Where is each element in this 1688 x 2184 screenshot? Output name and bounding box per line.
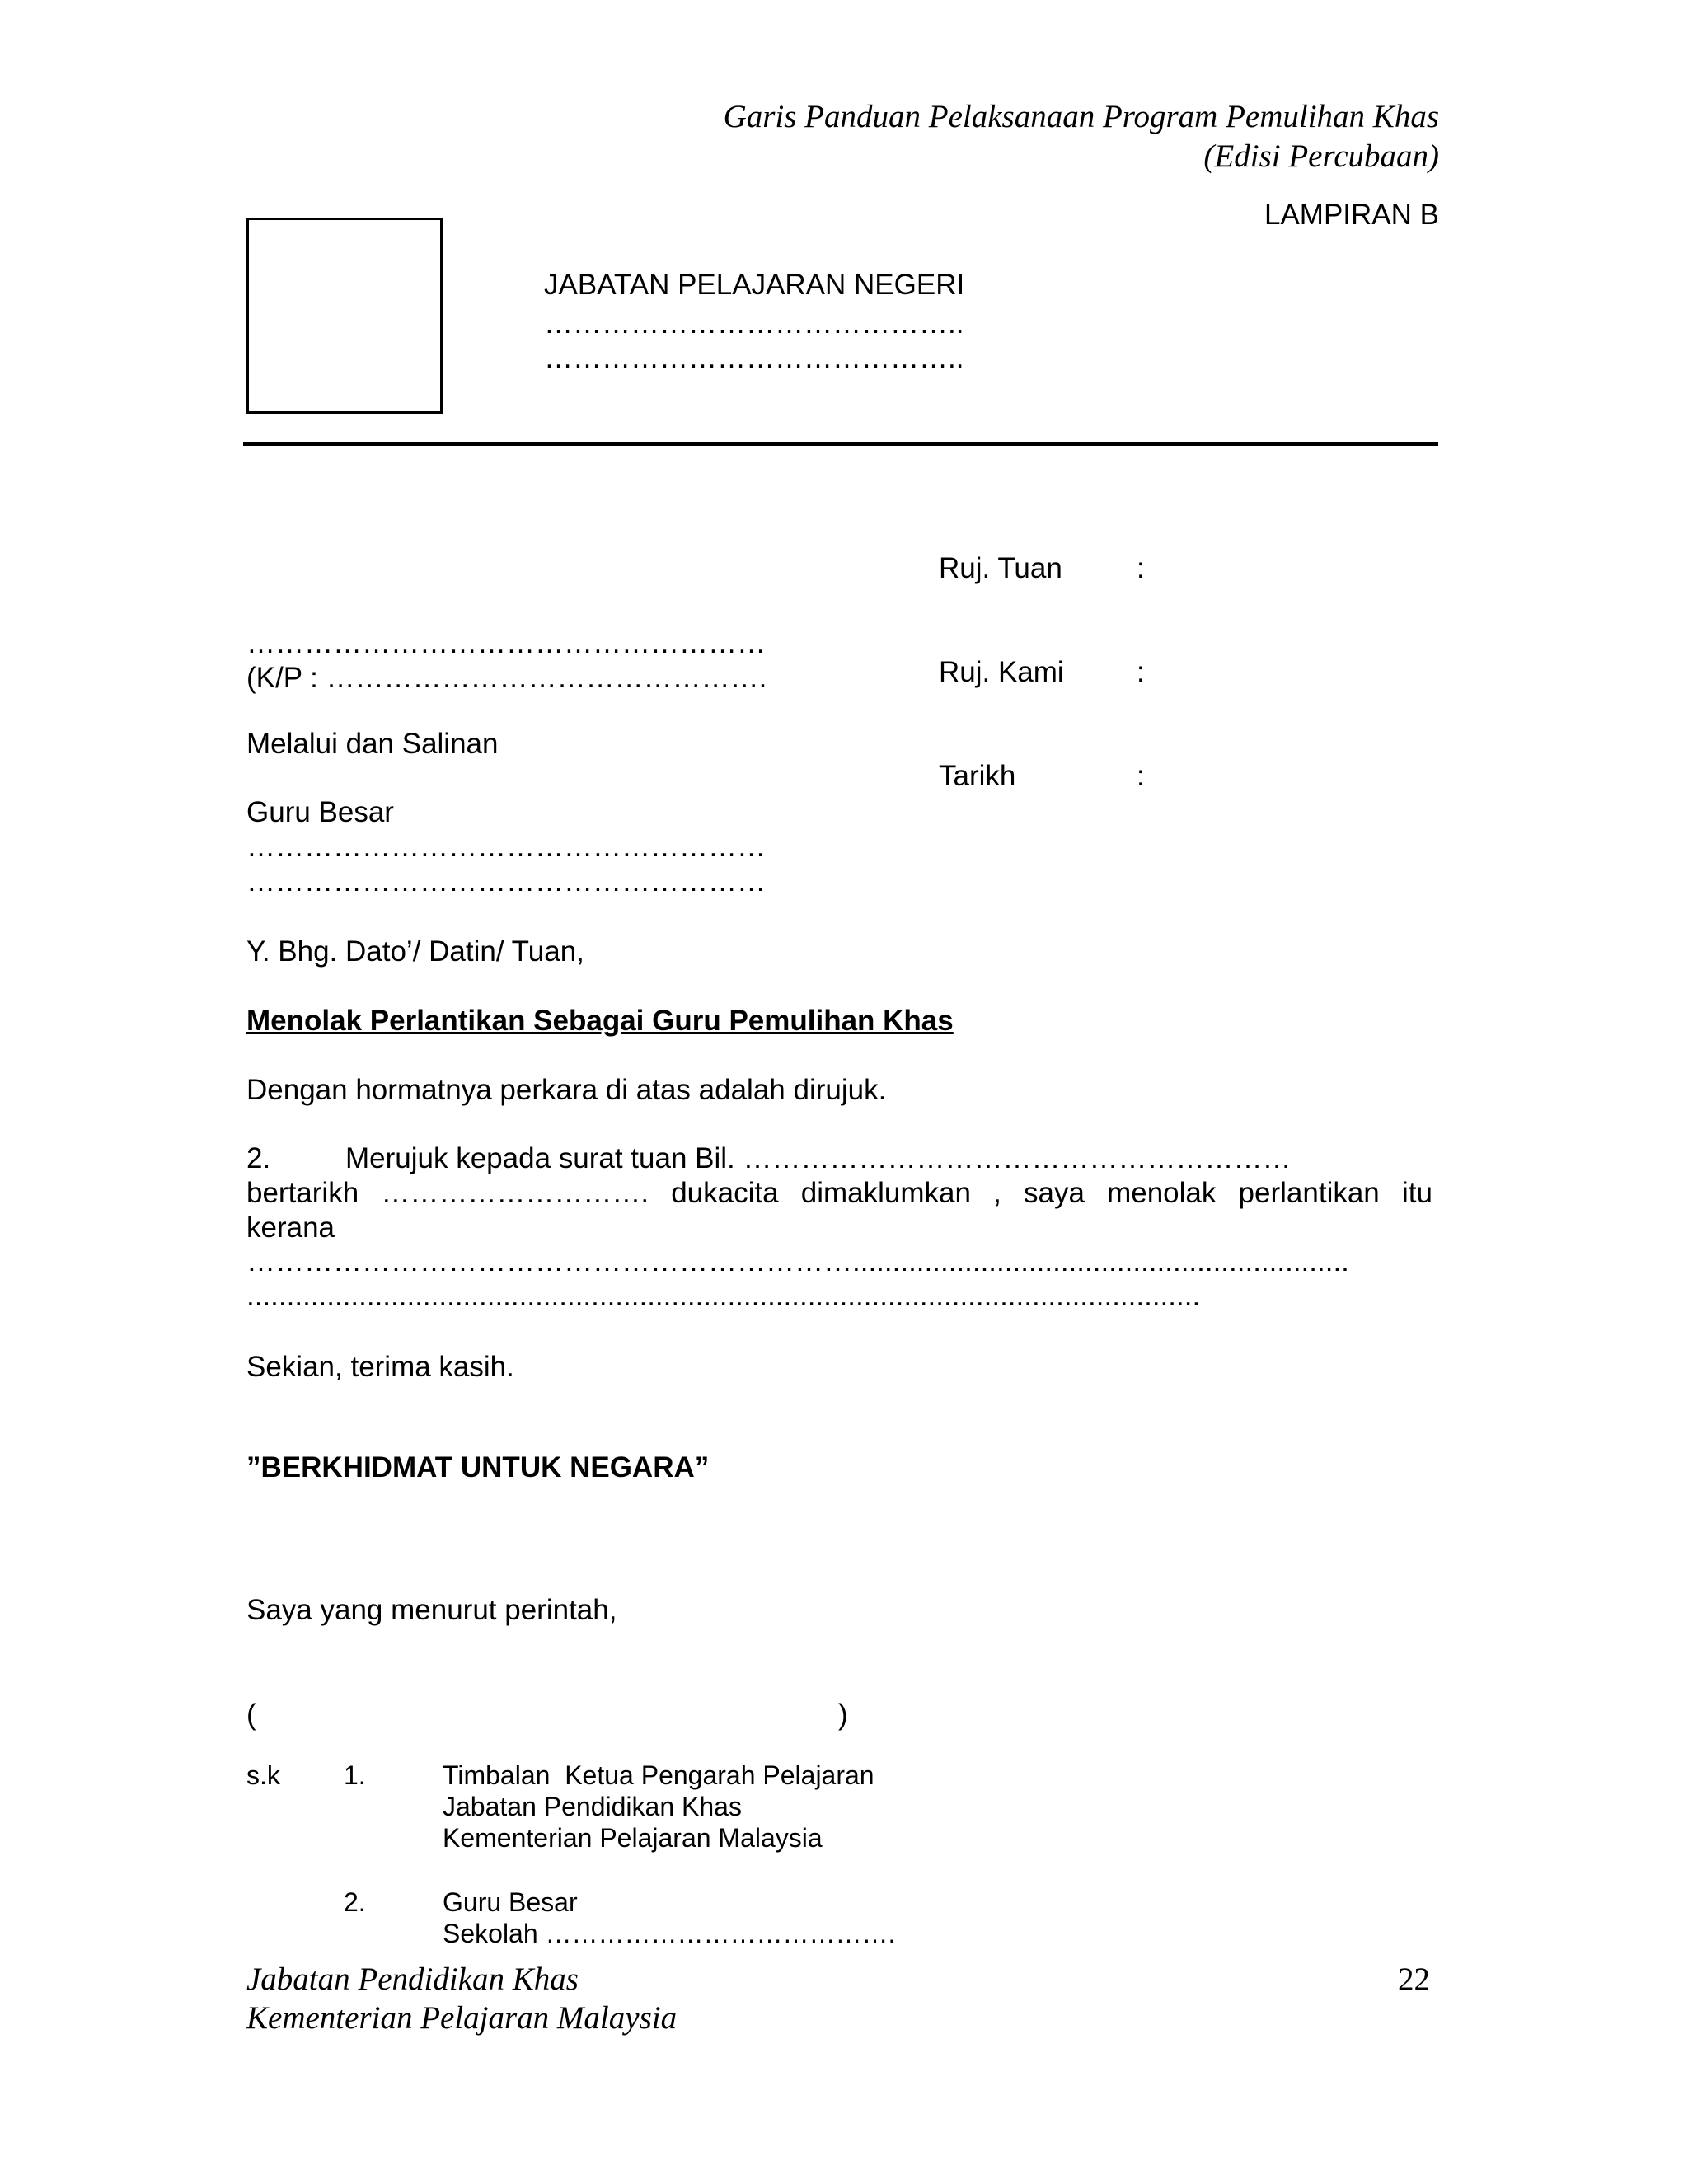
through-copy-label: Melalui dan Salinan <box>246 728 499 760</box>
document-header-title: Garis Panduan Pelaksanaan Program Pemulihan Khas <box>723 99 1439 134</box>
cc-item-number: 2. <box>344 1887 366 1917</box>
cc-item-line: Kementerian Pelajaran Malaysia <box>443 1823 823 1853</box>
reference-row <box>939 655 1145 690</box>
reference-row <box>939 551 1145 586</box>
letter-subject: Menolak Perlantikan Sebagai Guru Pemulihan Khas <box>246 1005 954 1037</box>
cc-item-line: Guru Besar <box>443 1887 578 1917</box>
headmaster-title: Guru Besar <box>246 796 394 828</box>
paragraph-2-justified-line <box>246 1176 1432 1211</box>
reference-row <box>939 759 1145 794</box>
paragraph-2-fill-line: ……………………………………………………….............................................................. <box>246 1245 1349 1277</box>
word: menolak <box>1107 1177 1217 1209</box>
salutation: Y. Bhg. Dato’/ Datin/ Tuan, <box>246 935 584 968</box>
paragraph-1: Dengan hormatnya perkara di atas adalah dirujuk. <box>246 1074 887 1106</box>
reference-label: Ruj. Kami <box>939 656 1064 688</box>
cc-item-number: 1. <box>344 1760 366 1790</box>
cc-item-line: Sekolah …………………………………. <box>443 1919 896 1948</box>
cc-label: s.k <box>246 1760 280 1790</box>
motto: ”BERKHIDMAT UNTUK NEGARA” <box>246 1451 710 1483</box>
reference-block <box>939 482 1145 828</box>
footer-ministry: Kementerian Pelajaran Malaysia <box>246 2000 678 2036</box>
reference-separator: : <box>1137 552 1145 584</box>
paragraph-2-line: kerana <box>246 1212 335 1244</box>
cc-item-line: Jabatan Pendidikan Khas <box>443 1792 742 1821</box>
word: bertarikh <box>246 1177 359 1209</box>
paragraph-2-text: Merujuk kepada surat tuan Bil. ………………………………………………… <box>345 1142 1292 1174</box>
attachment-label: LAMPIRAN B <box>1264 199 1439 231</box>
signature-bracket-open: ( <box>246 1699 256 1731</box>
signature-bracket-close: ) <box>838 1699 848 1731</box>
reference-label: Ruj. Tuan <box>939 552 1062 584</box>
word: dukacita <box>671 1177 779 1209</box>
recipient-name-line: ……………………………………………… <box>246 627 766 659</box>
footer-department: Jabatan Pendidikan Khas <box>246 1961 579 1997</box>
word: saya <box>1024 1177 1085 1209</box>
cc-item-line: Timbalan Ketua Pengarah Pelajaran <box>443 1760 874 1790</box>
reference-separator: : <box>1137 760 1145 792</box>
word: perlantikan <box>1238 1177 1380 1209</box>
yours-faithfully: Saya yang menurut perintah, <box>246 1594 617 1626</box>
letterhead-address-line: …………………………………….. <box>544 307 964 340</box>
document-header-edition: (Edisi Percubaan) <box>1203 138 1439 174</box>
reference-separator: : <box>1137 656 1145 688</box>
paragraph-number: 2. <box>246 1142 271 1174</box>
word: , <box>993 1177 1001 1209</box>
page-number: 22 <box>1398 1961 1430 1997</box>
headmaster-address-line: ……………………………………………… <box>246 831 766 863</box>
word: dimaklumkan <box>800 1177 971 1209</box>
logo-placeholder-box <box>246 218 443 414</box>
paragraph-2-line <box>246 1141 1291 1176</box>
letterhead-address-line: …………………………………….. <box>544 342 964 374</box>
word: ………………………. <box>381 1177 649 1209</box>
closing-line: Sekian, terima kasih. <box>246 1351 514 1383</box>
recipient-kp-line: (K/P : ………………………………………. <box>246 662 767 694</box>
letterhead-department: JABATAN PELAJARAN NEGERI <box>544 269 965 301</box>
reference-label: Tarikh <box>939 760 1016 792</box>
headmaster-address-line: ……………………………………………… <box>246 865 766 898</box>
letterhead-divider <box>243 442 1438 446</box>
paragraph-2-fill-line: ....................................................................................................................... <box>246 1280 1201 1312</box>
word: itu <box>1401 1177 1432 1209</box>
